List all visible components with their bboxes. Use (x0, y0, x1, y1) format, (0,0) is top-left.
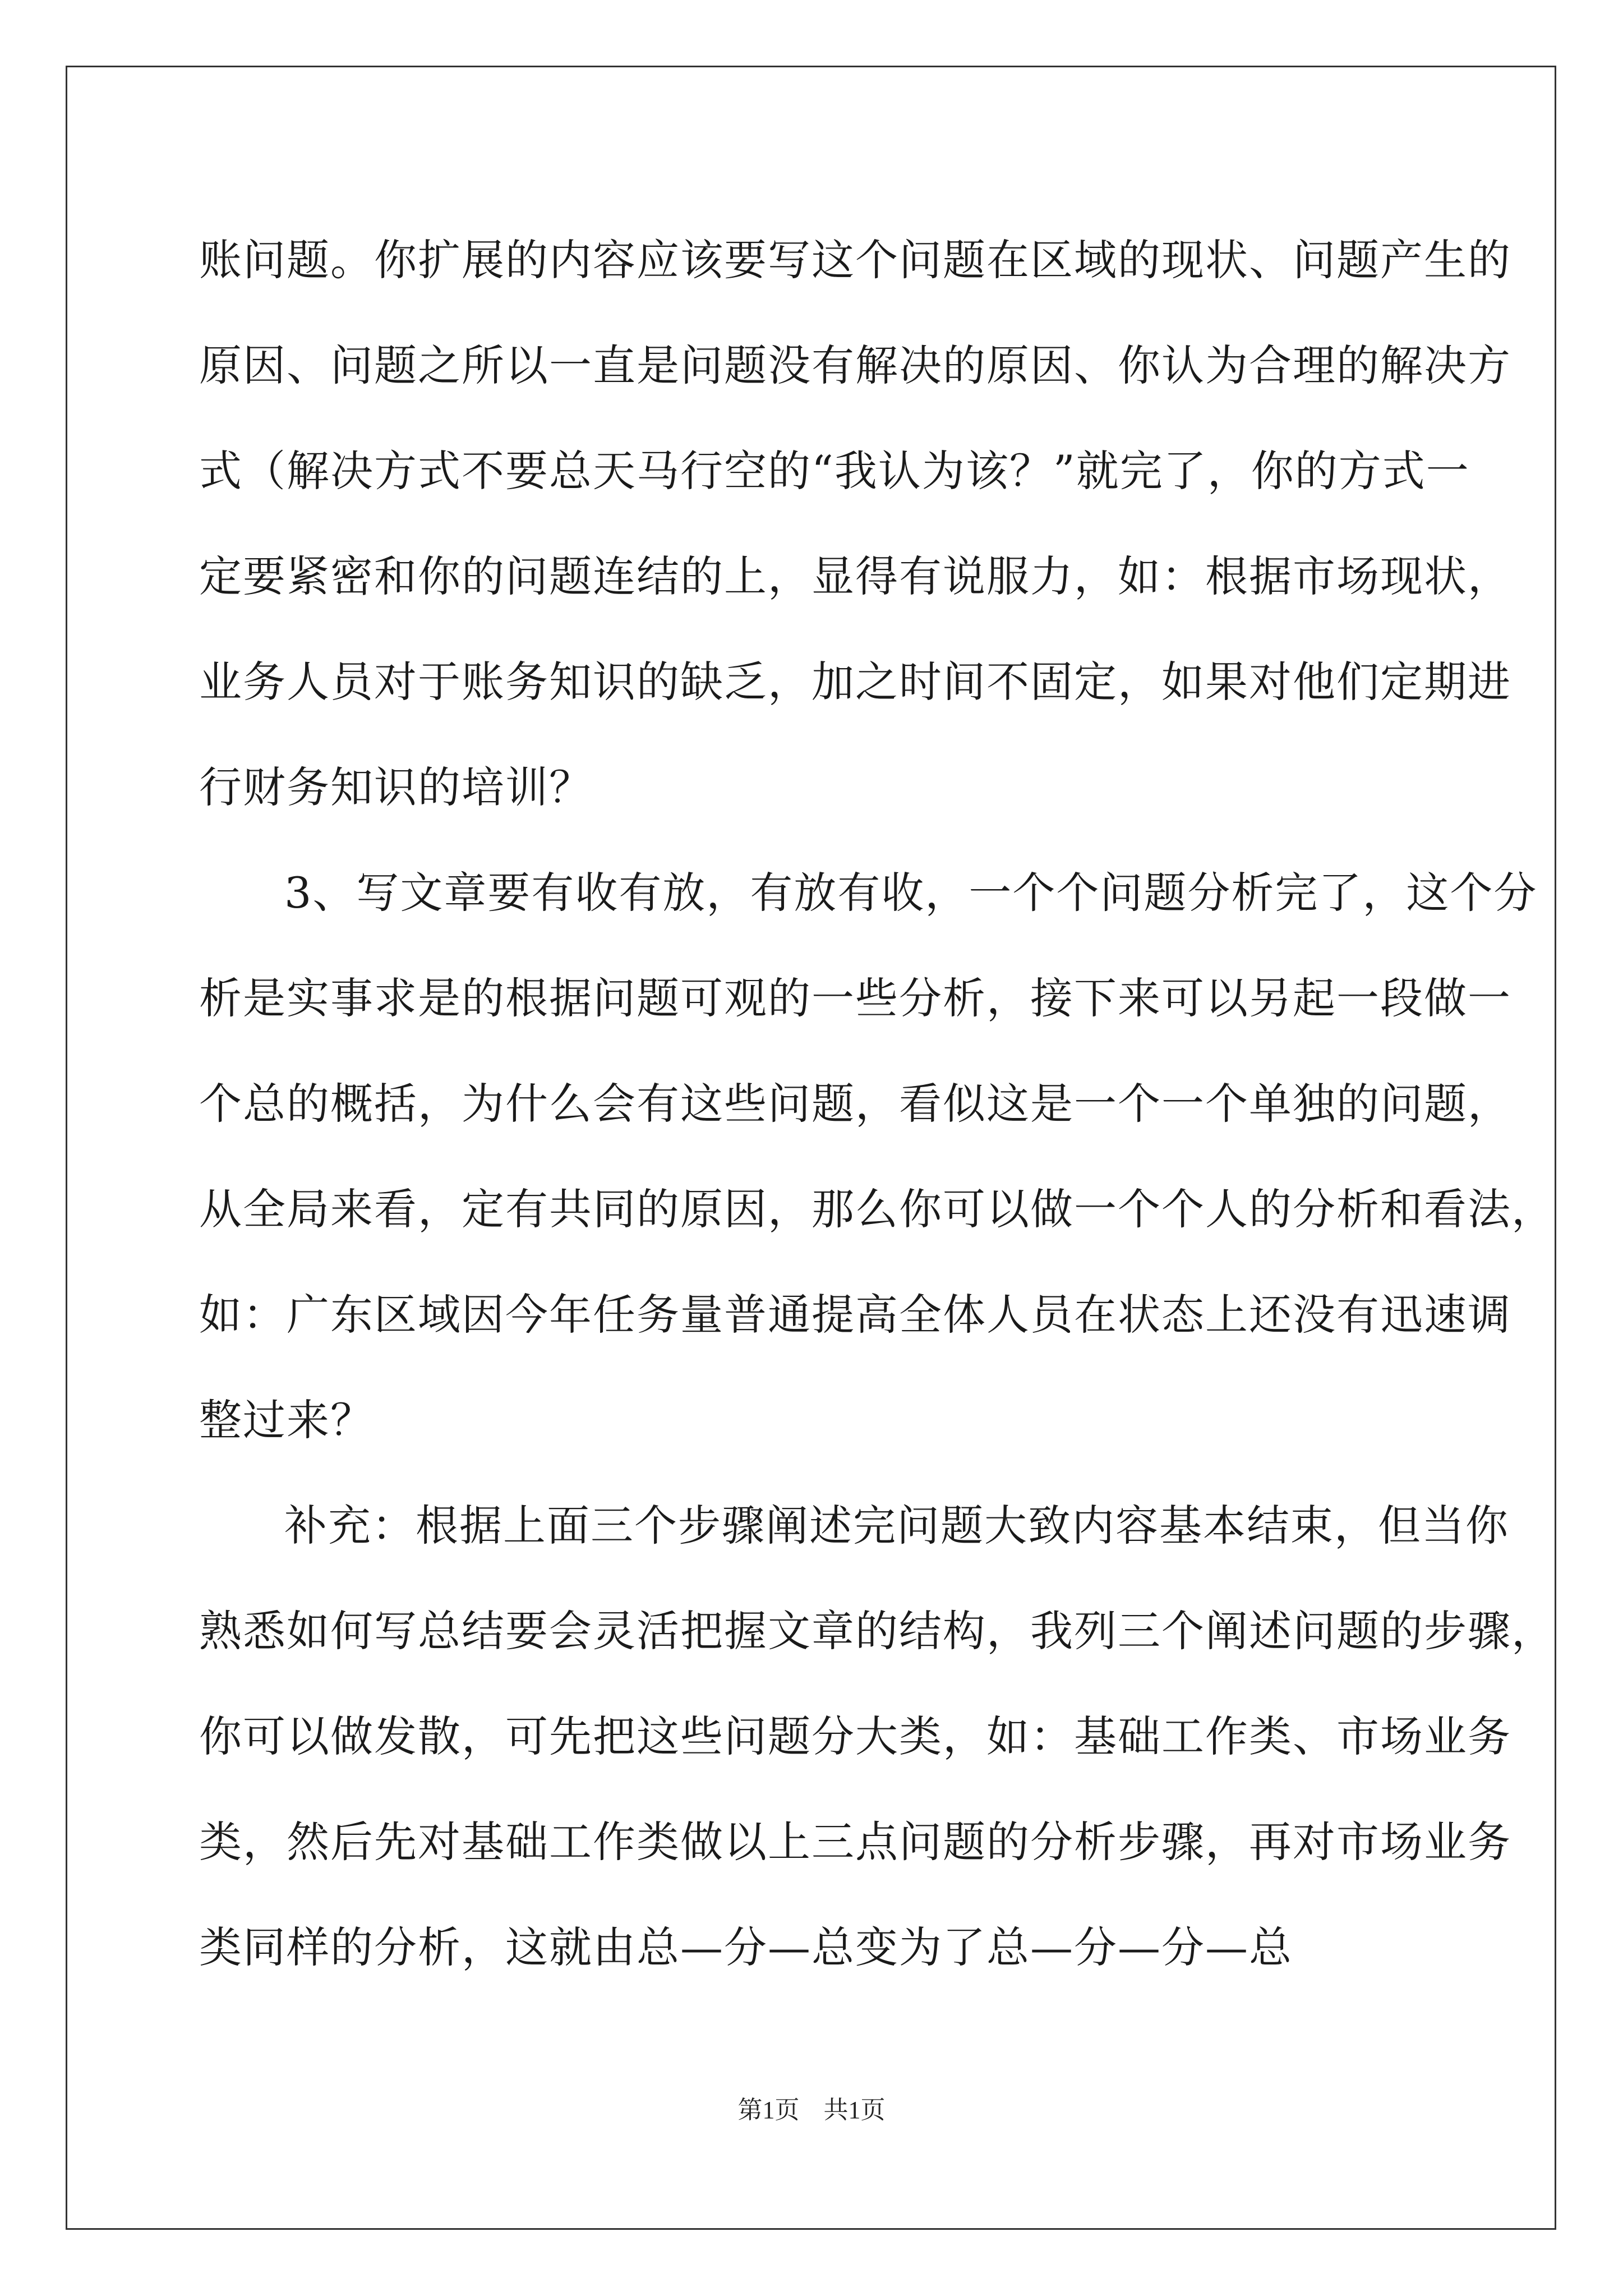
text-line: 熟悉如何写总结要会灵活把握文章的结构，我列三个阐述问题的步骤， (199, 1606, 1555, 1656)
paragraph-1 (199, 208, 1511, 840)
text-line: 个总的概括，为什么会有这些问题，看似这是一个一个单独的问题， (199, 1079, 1511, 1129)
document-body (199, 208, 1555, 2000)
text-line: 3、写文章要有收有放，有放有收，一个个问题分析完了，这个分 (284, 868, 1538, 918)
text-line: 业务人员对于账务知识的缺乏，加之时间不固定，如果对他们定期进 (199, 657, 1511, 707)
text-line: 析是实事求是的根据问题可观的一些分析，接下来可以另起一段做一 (199, 973, 1511, 1023)
text-line: 式（解决方式不要总天马行空的“我认为该？”就完了，你的方式一 (199, 446, 1470, 496)
page-number: 第1页 (737, 2096, 800, 2124)
paragraph-2 (199, 840, 1555, 1473)
text-line: 定要紧密和你的问题连结的上，显得有说服力，如：根据市场现状， (199, 551, 1511, 601)
text-line: 类，然后先对基础工作类做以上三点问题的分析步骤，再对市场业务 (199, 1817, 1511, 1867)
text-line: 整过来？ (199, 1395, 374, 1445)
text-line: 账问题。你扩展的内容应该要写这个问题在区域的现状、问题产生的 (199, 235, 1511, 285)
page-footer (0, 2090, 1623, 2125)
page-total: 共1页 (823, 2096, 886, 2124)
text-line: 从全局来看，定有共同的原因，那么你可以做一个个人的分析和看法， (199, 1184, 1555, 1234)
text-line: 如：广东区域因今年任务量普通提高全体人员在状态上还没有迅速调 (199, 1290, 1511, 1340)
paragraph-3 (199, 1473, 1555, 2000)
text-line: 类同样的分析，这就由总—分—总变为了总—分—分—总 (199, 1922, 1293, 1972)
text-line: 行财务知识的培训？ (199, 762, 593, 812)
text-line: 补充：根据上面三个步骤阐述完问题大致内容基本结束，但当你 (284, 1501, 1509, 1550)
text-line: 你可以做发散，可先把这些问题分大类，如：基础工作类、市场业务 (199, 1711, 1511, 1761)
text-line: 原因、问题之所以一直是问题没有解决的原因、你认为合理的解决方 (199, 341, 1511, 390)
